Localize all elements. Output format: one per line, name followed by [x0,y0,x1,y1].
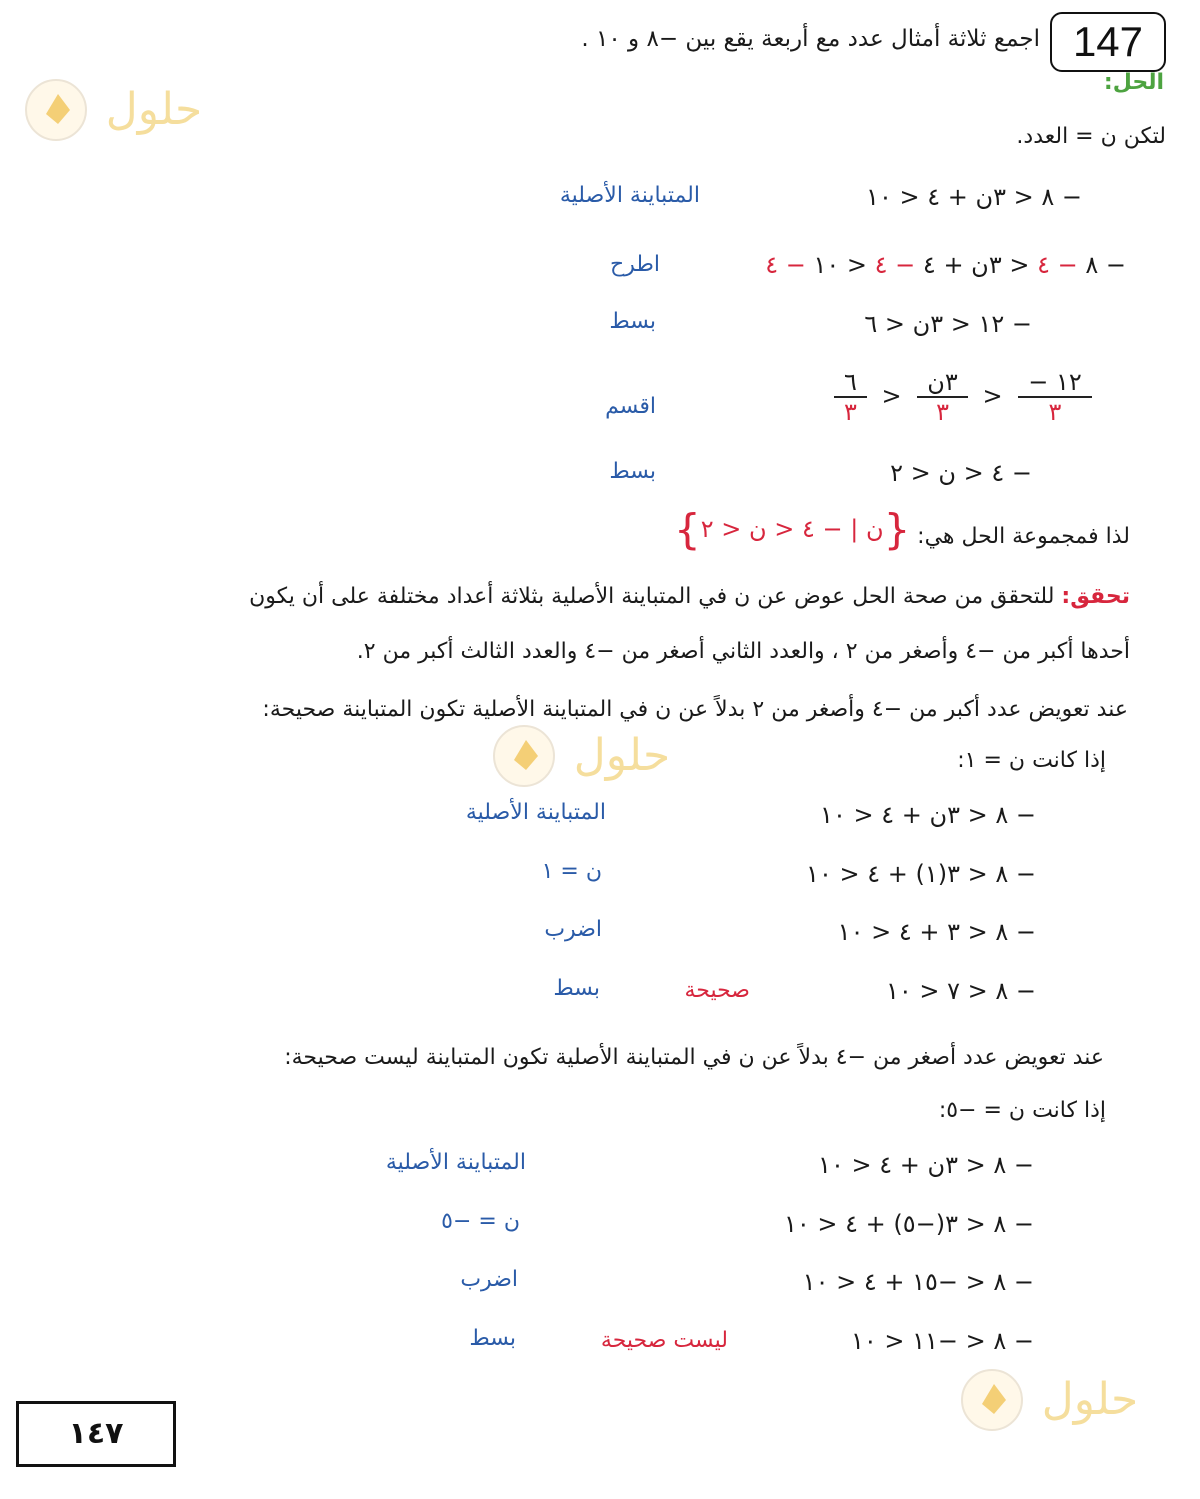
brace-close: } [674,505,701,554]
question-number-box [1050,12,1166,72]
case1-row-expression: − ٨ < ٣ + ٤ < ١٠ [837,918,1036,946]
watermark-logo [24,66,234,150]
case2-row-expression: − ٨ < ٣(−٥) + ٤ < ١٠ [783,1210,1034,1238]
case1-verdict: صحيحة [684,978,750,1003]
check-label: تحقق: [1061,584,1130,609]
step-expression: − ٤ < ن < ٢ [890,459,1032,487]
less-than: > [982,382,1004,410]
solution-set-prefix: لذا فمجموعة الحل هي: [917,524,1130,549]
case1-row-expression: − ٨ < ٣ن + ٤ < ١٠ [820,801,1036,829]
expr-part-red: − ٤ [874,251,916,279]
case2-intro: عند تعويض عدد أصغر من −٤ بدلاً عن ن في المتباينة الأصلية تكون المتباينة ليست صحيحة: [284,1045,1104,1070]
fraction [834,368,867,426]
case1-row-note: المتباينة الأصلية [465,800,606,825]
fraction-numerator: ٦ [834,368,867,398]
step-note: بسط [609,459,656,484]
case2-row-note: المتباينة الأصلية [385,1150,526,1175]
case2-row-note: ن = −٥ [441,1209,520,1234]
fraction-denominator: ٣ [1048,398,1062,426]
case1-row-note: بسط [553,976,600,1001]
less-than: > [881,382,903,410]
case2-row-expression: − ٨ < ٣ن + ٤ < ١٠ [818,1151,1034,1179]
question-text: اجمع ثلاثة أمثال عدد مع أربعة يقع بين −٨ و ١٠ . [581,26,1040,52]
case1-condition: إذا كانت ن = ١: [957,748,1106,773]
fraction-denominator: ٣ [844,398,857,426]
watermark-logo [492,712,702,796]
watermark-text: حلول [573,730,671,781]
step-expression: − ١٢ < ٣ن < ٦ [864,310,1032,338]
fraction [917,368,968,426]
page-number-box [16,1401,176,1467]
case1-row-expression: − ٨ < ٣(١) + ٤ < ١٠ [806,860,1036,888]
fraction-denominator: ٣ [936,398,949,426]
case2-row-note: بسط [469,1326,516,1351]
watermark-logo [960,1356,1170,1440]
step-note: المتباينة الأصلية [559,183,700,208]
question-number: 147 [1072,18,1144,65]
case2-row-expression: − ٨ < −١١ < ١٠ [850,1327,1034,1355]
watermark-logo-icon [960,1356,1170,1436]
case1-row-note: اضرب [544,917,602,942]
solution-label: الحل: [1103,70,1164,95]
watermark-text: حلول [105,84,203,135]
watermark-text: حلول [1041,1374,1139,1425]
case2-verdict: ليست صحيحة [600,1328,728,1353]
case1-row-expression: − ٨ < ٧ < ١٠ [885,977,1036,1005]
let-statement: لتكن ن = العدد. [1016,124,1166,149]
check-paragraph-line2: أحدها أكبر من −٤ وأصغر من ٢ ، والعدد الثاني أصغر من −٤ والعدد الثالث أكبر من ٢. [356,639,1130,664]
case1-row-note: ن = ١ [541,859,602,884]
expr-part: − ٨ [1077,251,1126,279]
step-expression-subtract [765,250,1126,280]
check-text: للتحقق من صحة الحل عوض عن ن في المتباينة الأصلية بثلاثة أعداد مختلفة على أن يكون [249,584,1055,609]
case1-intro: عند تعويض عدد أكبر من −٤ وأصغر من ٢ بدلاً عن ن في المتباينة الأصلية تكون المتباينة صحيحة: [262,697,1128,722]
step-note: بسط [609,309,656,334]
step-expression: − ٨ < ٣ن + ٤ < ١٠ [866,183,1082,211]
case2-row-note: اضرب [460,1267,518,1292]
step-note: اقسم [605,394,656,419]
solution-set [674,505,911,554]
step-fractions [828,368,1098,426]
expr-part: < ٣ن + ٤ [915,251,1038,279]
page-number: ١٤٧ [68,1416,124,1451]
expr-part-red: − ٤ [1037,251,1078,279]
watermark-logo-icon [492,712,702,792]
expr-part-red: − ٤ [765,251,806,279]
case2-row-expression: − ٨ < −١٥ + ٤ < ١٠ [802,1268,1034,1296]
expr-part: < ١٠ [805,251,875,279]
fraction [1018,368,1092,426]
solution-set-expression: ن | − ٤ < ن < ٢ [700,515,884,543]
fraction-numerator: − ١٢ [1018,368,1092,398]
step-note: اطرح [610,252,660,277]
check-paragraph-line1 [249,582,1130,612]
watermark-logo-icon [24,66,234,146]
brace-open: { [883,505,911,554]
case2-condition: إذا كانت ن = −٥: [938,1098,1106,1123]
fraction-numerator: ٣ن [917,368,968,398]
